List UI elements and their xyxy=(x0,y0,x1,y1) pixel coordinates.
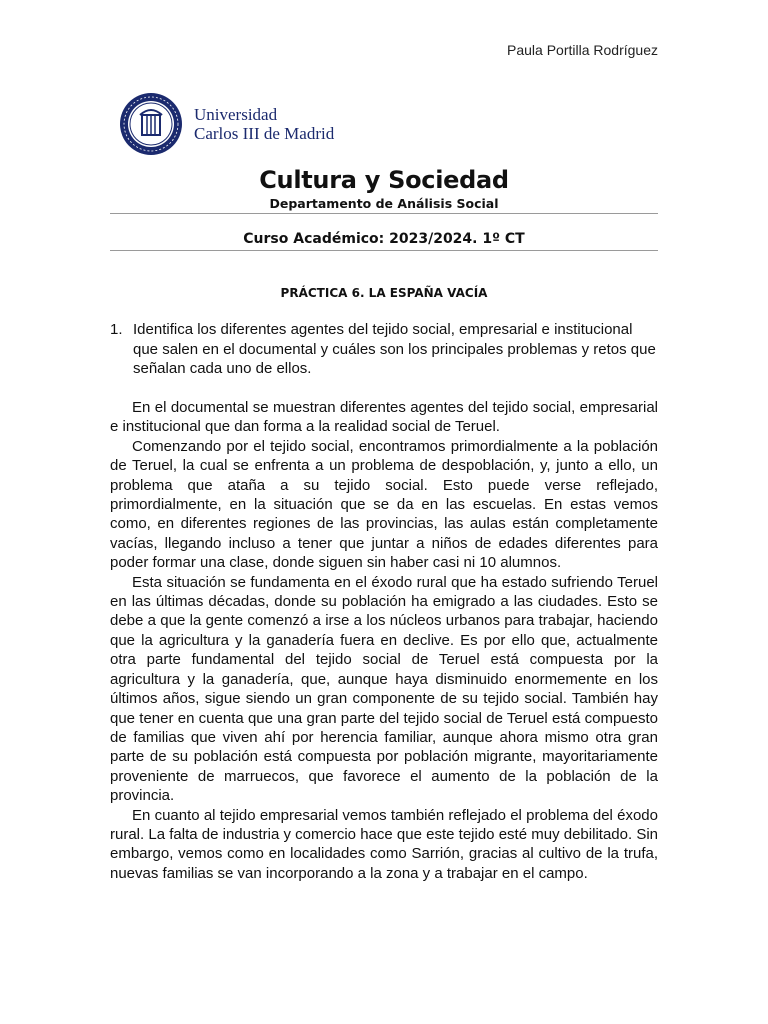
paragraph: En el documental se muestran diferentes agentes del tejido social, empresarial e institucional que dan forma a la realidad social de Teruel. xyxy=(110,399,658,436)
university-name-line2: Carlos III de Madrid xyxy=(194,124,335,143)
question-text: Identifica los diferentes agentes del tejido social, empresarial e institucional que salen en el documental y cuáles son los principales problemas y retos que señalan cada uno de ellos. xyxy=(133,321,656,377)
document-header xyxy=(110,164,658,212)
author-name: Paula Portilla Rodríguez xyxy=(507,42,658,58)
university-seal-icon xyxy=(118,91,184,157)
question-item xyxy=(110,320,658,379)
document-title: Cultura y Sociedad xyxy=(259,166,509,194)
university-name xyxy=(194,105,334,143)
department-name: Departamento de Análisis Social xyxy=(269,196,499,211)
university-logo xyxy=(118,86,340,162)
practice-title: PRÁCTICA 6. LA ESPAÑA VACÍA xyxy=(280,286,488,300)
paragraph: Comenzando por el tejido social, encontramos primordialmente a la población de Teruel, la cual se enfrenta a un problema de despoblación, y, junto a ello, un problema que ataña a su tejido social. Esto puede verse reflejado, primordialmente, en la situación que se da en las escuelas. En estas vemos como, en diferentes regiones de las provincias, las aulas están completamente vacías, llegando incluso a tener que juntar a niños de edades diferentes para poder formar una clase, donde siguen sin haber casi ni 10 alumnos. xyxy=(110,437,658,572)
question-number: 1. xyxy=(110,321,123,338)
header-divider-bottom xyxy=(110,250,658,251)
paragraph: Esta situación se fundamenta en el éxodo rural que ha estado sufriendo Teruel en las últimas décadas, donde su población ha emigrado a las ciudades. Esto se debe a que la gente comenzó a irse a los núcleos urbanos para trabajar, haciendo que la agricultura y la ganadería fuera en declive. Es por ello que, actualmente otra parte fundamental del tejido social de Teruel está compuesta por la agricultura y la ganadería, que, aunque haya disminuido enormemente en los últimos años, sigue siendo un gran componente de su tejido social. También hay que tener en cuenta que una gran parte del tejido social de Teruel está compuesto de familias que viven ahí por herencia familiar, aunque ahora mismo otra gran parte de su población está compuesta por población migrante, mayoritariamente proveniente de marruecos, que favorece el aumento de la población de la provincia. xyxy=(110,573,658,805)
university-name-line1: Universidad xyxy=(194,105,278,124)
header-divider-top xyxy=(110,213,658,214)
course-label: Curso Académico: 2023/2024. 1º CT xyxy=(243,231,525,247)
paragraph: En cuanto al tejido empresarial vemos también reflejado el problema del éxodo rural. La falta de industria y comercio hace que este tejido esté muy debilitado. Sin embargo, vemos como en localidades como Sarrión, gracias al cultivo de la trufa, nuevas familias se van incorporando a la zona y a trabajar en el campo. xyxy=(110,806,658,882)
answer-body xyxy=(110,398,658,883)
